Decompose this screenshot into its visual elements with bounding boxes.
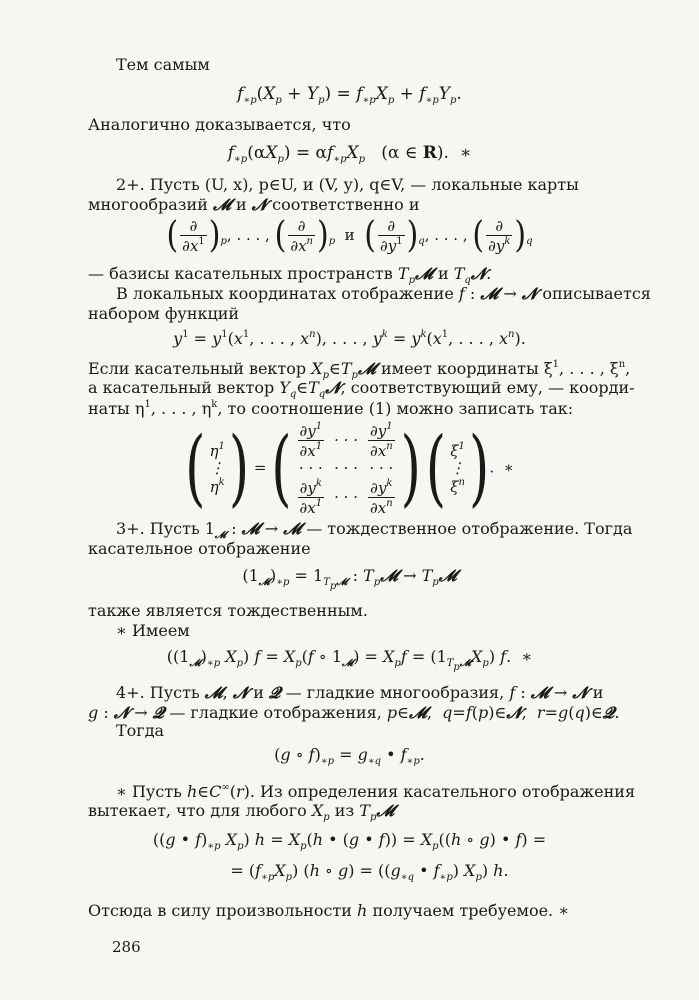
formula: $f_{∗p}(X_p + Y_p) = f_{∗p}X_p + f_{∗p}Y_p$. — [237, 84, 462, 106]
text-line: 2+. Пусть (U, x), p∈U, и (V, y), q∈V, — локальные карты — [116, 175, 579, 194]
text-line: В локальных координатах отображение f : 𝓜 → 𝓝 описывается — [116, 284, 651, 303]
formula: ((g • $f)_{∗p}$ $X_p$) $h = X_p(h$ • (g • $f)) = X_p((h$ ∘ g) • f) = — [152, 830, 547, 852]
text-line: Тогда — [116, 721, 165, 740]
text-line: 3+. Пусть $1_𝓜$ : 𝓜 → 𝓜 — тождественное отображение. Тогда — [116, 519, 633, 541]
formula: $(1_𝓜)_{∗p} = 1_{Tp𝓜}$ : $T_p𝓜$ → $T_p𝓜$ — [242, 566, 457, 592]
formula: $f_{∗p}(\alpha X_p) = \alpha f_{∗p}X_p$ (α ∈ R). ∗ — [227, 143, 472, 165]
text-line: а касательный вектор $Y_q\in T_q𝓝$, соответствующий ему, — коорди- — [88, 378, 635, 400]
text-line: g : 𝓝 → 𝓠 — гладкие отображения, p∈𝓜, q=f(p)∈𝓝, r=g(q)∈𝓠. — [88, 703, 620, 722]
formula: $y^1 = y^1(x^1$, . . . , $x^n$), . . . , $y^k = y^k(x^1$, . . . , $x^n$). — [173, 329, 526, 348]
text-line: многообразий 𝓜 и 𝓝 соответственно и — [88, 195, 420, 214]
text-line: Тем самым — [116, 55, 210, 74]
formula: (g ∘ $f)_{∗p} = g_{∗q}$ • $f_{∗p}$. — [274, 745, 425, 767]
text-line: Аналогично доказывается, что — [88, 115, 351, 134]
formula: = $(f_{∗p}X_p)$ (h ∘ $g) = ((g_{∗q}$ • $f_{∗p}$) $X_p$) h. — [230, 861, 509, 883]
text-line: набором функций — [88, 304, 240, 323]
text-line: наты $\eta^1$, . . . , $\eta^k$, то соотношение (1) можно записать так: — [88, 399, 574, 418]
text-line: 4+. Пусть 𝓜, 𝓝 и 𝓠 — гладкие многообразия, f : 𝓜 → 𝓝 и — [116, 683, 604, 702]
page-number: 286 — [112, 938, 141, 956]
text-line: Отсюда в силу произвольности h получаем требуемое. ∗ — [88, 901, 570, 920]
text-line: ∗ Пусть h∈C∞(r). Из определения касательного отображения — [116, 782, 636, 801]
text-line: — базисы касательных пространств $T_p𝓜$ и $T_q𝓝$. — [88, 264, 492, 286]
text-line: также является тождественным. — [88, 601, 368, 620]
formula: ($(1_𝓜)_{∗p}$ $X_p$) $f = X_p(f$ ∘ $1_𝓜) = X_pf = (1_{Tp𝓜}X_p)$ f. ∗ — [166, 647, 533, 673]
matrix-formula: ( $\eta^1$ ⋮ $\eta^k$ ) = ( $\frac{\partial y^1}{\partial x^1}$ · · · $\frac{\partial y^1}{\partial x^n}$ · · · · · · · · · $\frac{\partial y^k}{\partial x^1}$ · · · $\frac{\partial y^k}{\partial x^n}$ ) ( $\xi^1$ ⋮ $\xi^n$ ). ∗ — [185, 420, 514, 517]
text-line: касательное отображение — [88, 539, 311, 558]
text-line: ∗ Имеем — [116, 621, 190, 640]
text-line: Если касательный вектор $X_p\in T_p𝓜$ имеет координаты $\xi^1$, . . . , $\xi^n$, — [88, 359, 631, 381]
text-line: вытекает, что для любого $X_p$ из $T_p𝓜$ — [88, 801, 395, 823]
formula: ( $\frac{\partial}{\partial x^1}$ )$_p$, . . . , ( $\frac{\partial}{\partial x^n}$ )$_p$ и ( $\frac{\partial}{\partial y^1}$ )$_q$, . . . , ( $\frac{\partial}{\partial y^k}$ )$_q$ — [166, 214, 533, 257]
